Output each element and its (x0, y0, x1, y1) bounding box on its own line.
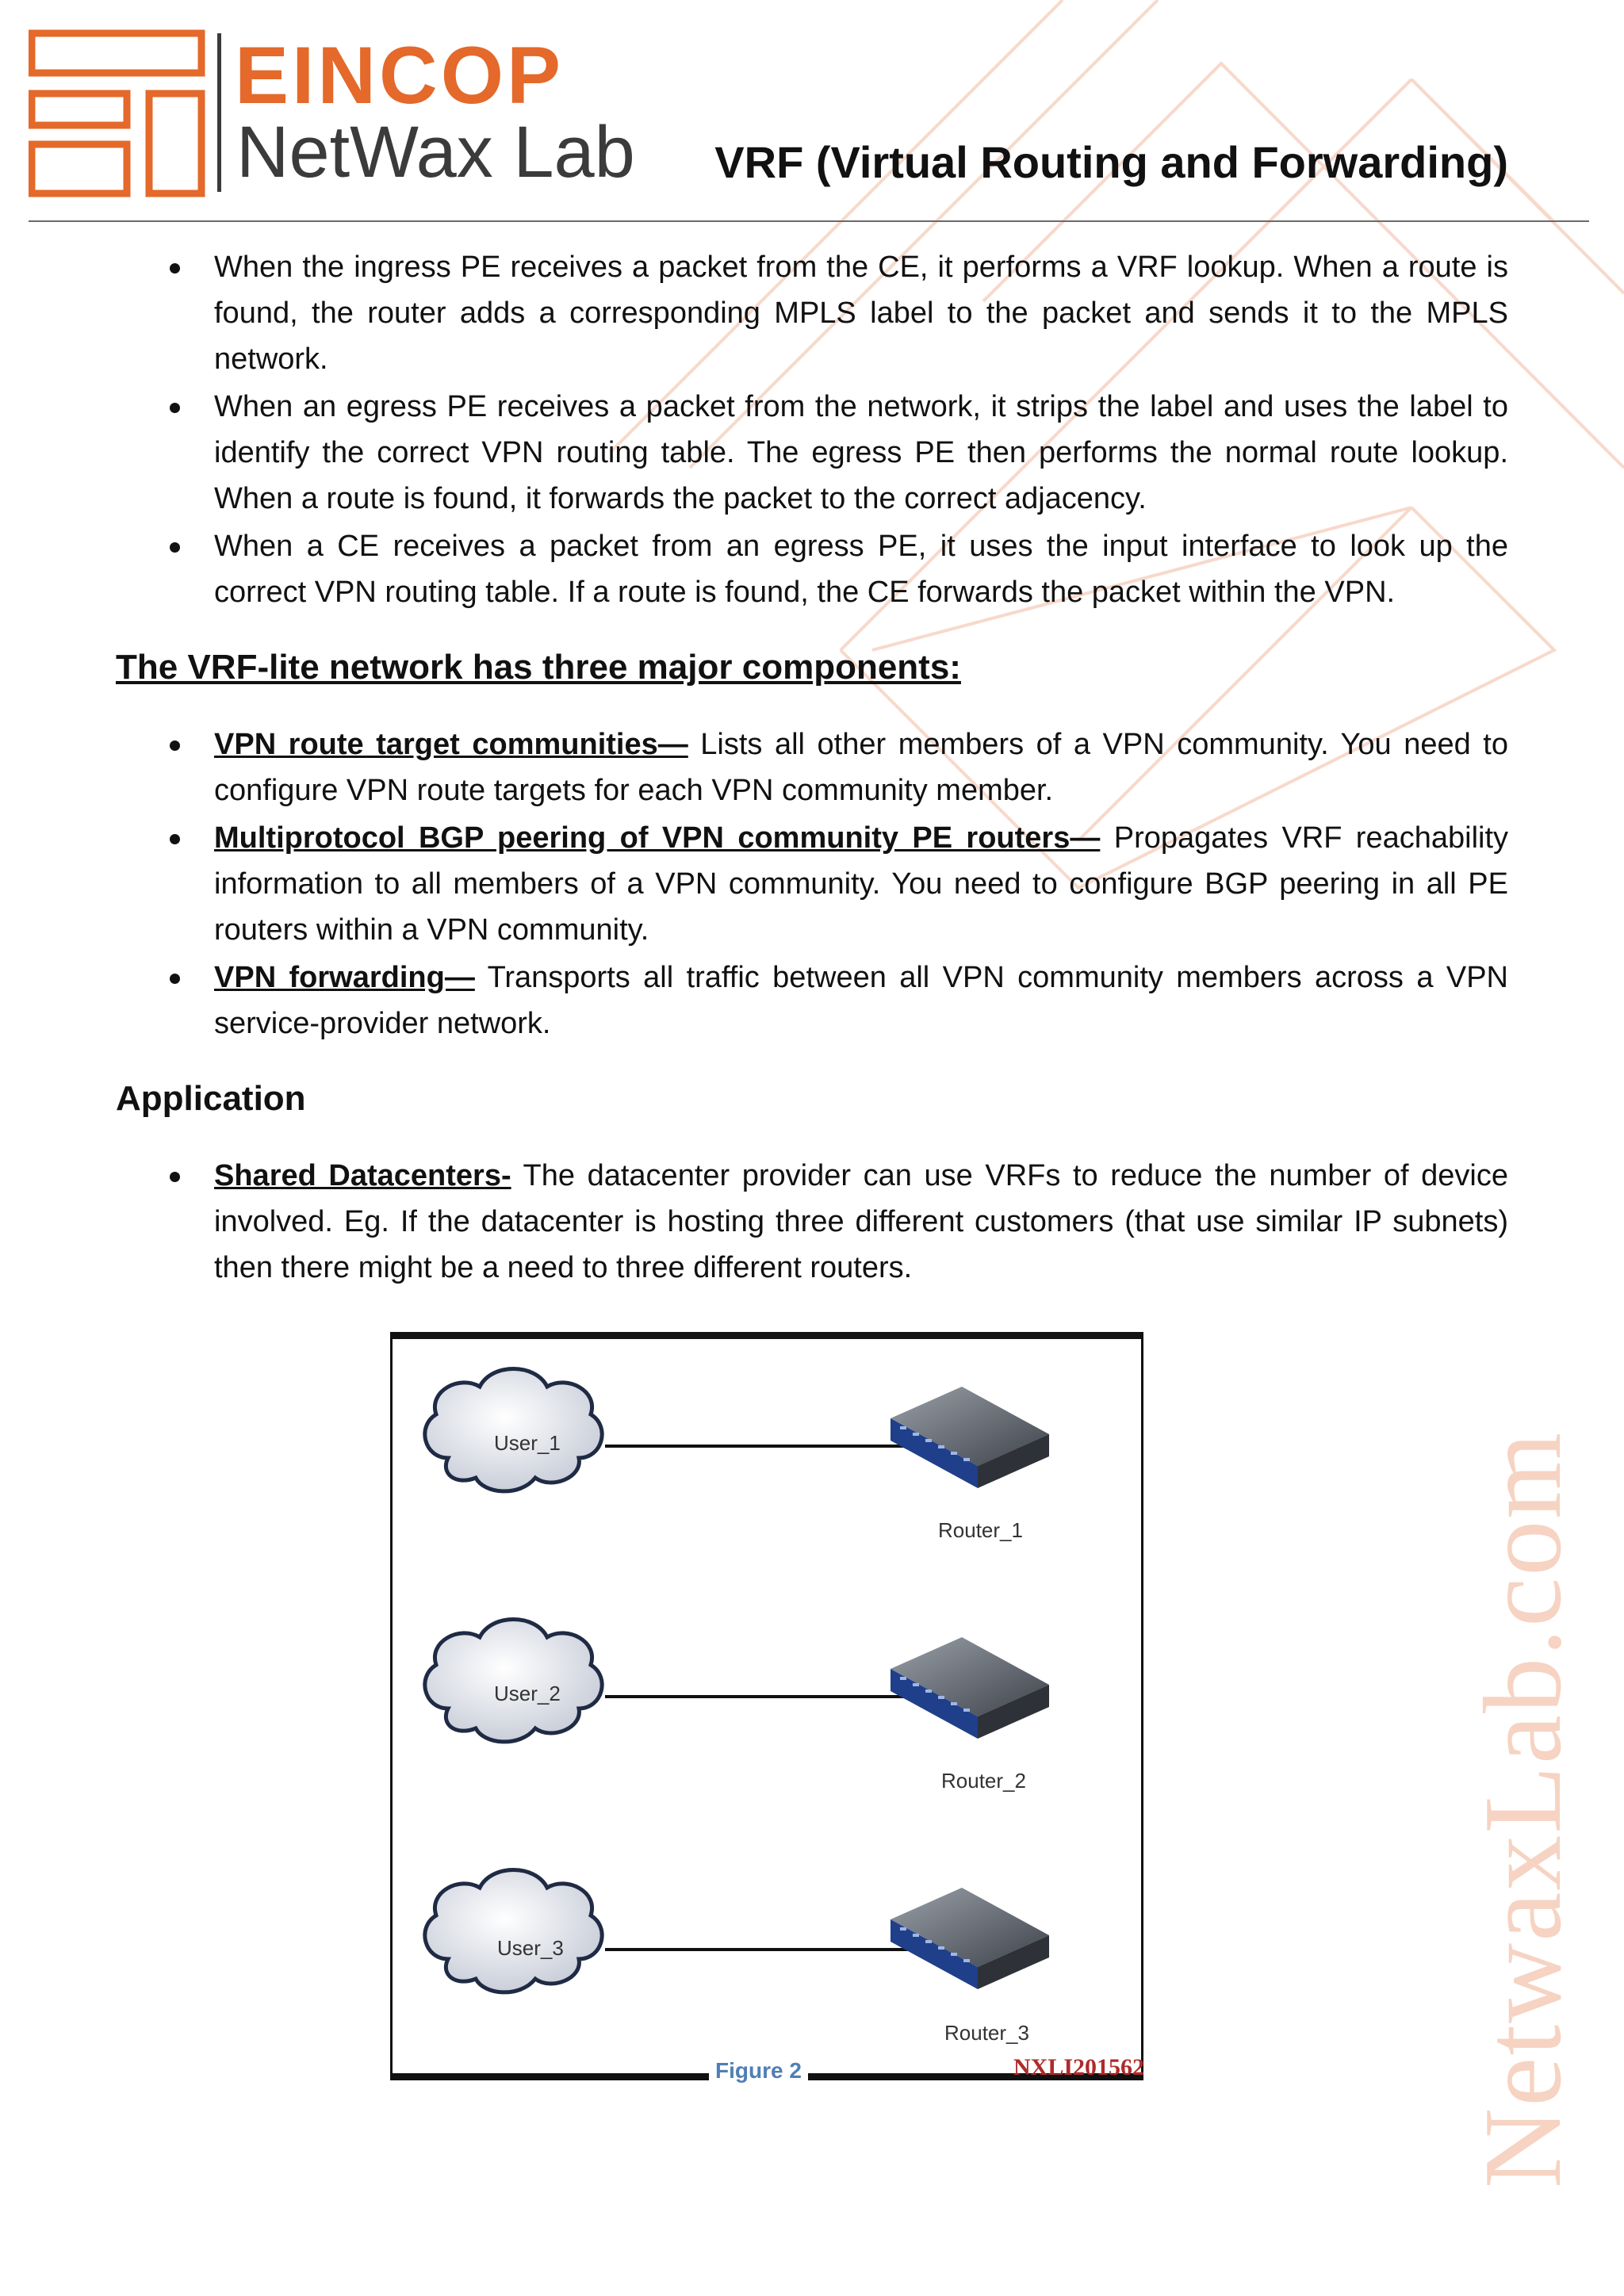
header-divider (29, 220, 1589, 222)
term: VPN forwarding— (214, 961, 475, 994)
router-label: Router_2 (941, 1769, 1026, 1793)
user-cloud-1-icon (425, 1369, 602, 1491)
figure-caption: Figure 2 (709, 2057, 808, 2085)
term-description: Propagates VRF reachability information to all members of a VPN community. You need to configure BGP peering in all PE routers within a VPN community. (214, 821, 1509, 947)
network-figure (390, 1332, 1143, 2080)
document-body (116, 244, 1508, 1292)
list-item (116, 523, 1508, 615)
brand-name: EINCOP (235, 30, 565, 121)
intro-bullet-list (116, 244, 1508, 615)
figure-code: NXLI201562 (1013, 2054, 1145, 2080)
list-item (116, 1153, 1508, 1291)
user-label: User_1 (494, 1431, 561, 1455)
brand-subname: NetWax Lab (236, 112, 635, 193)
router-1-icon (891, 1387, 1049, 1488)
user-cloud-3-icon (425, 1870, 602, 1992)
components-list (116, 721, 1508, 1047)
term-description: Transports all traffic between all VPN community members across a VPN service-provider network. (214, 961, 1508, 1040)
user-label: User_2 (494, 1682, 561, 1705)
user-label: User_3 (497, 1936, 564, 1960)
list-item (116, 815, 1508, 953)
application-list (116, 1153, 1508, 1291)
list-item (116, 384, 1508, 522)
term: Multiprotocol BGP peering of VPN community PE routers— (214, 821, 1101, 855)
term-description: Lists all other members of a VPN community. You need to configure VPN route targets for each VPN community member. (214, 728, 1508, 807)
application-heading: Application (116, 1079, 306, 1118)
list-item (116, 955, 1508, 1047)
router-label: Router_1 (938, 1518, 1023, 1542)
router-3-icon (891, 1888, 1049, 1989)
bullet-text: When an egress PE receives a packet from the network, it strips the label and uses the label to identify the correct VPN routing table. The egress PE then performs the normal route lookup. When a route is found, it forwards the packet to the correct adjacency. (214, 390, 1508, 515)
term: Shared Datacenters- (214, 1159, 511, 1192)
watermark-text: NetwaxLab.com (1461, 1430, 1584, 2188)
router-label: Router_3 (944, 2021, 1029, 2045)
bullet-text: When a CE receives a packet from an egress PE, it uses the input interface to look up the correct VPN routing table. If a route is found, the CE forwards the packet within the VPN. (214, 530, 1508, 609)
list-item (116, 244, 1508, 382)
user-cloud-2-icon (425, 1620, 602, 1742)
term-description: The datacenter provider can use VRFs to reduce the number of device involved. Eg. If the datacenter is hosting three different customers (that use similar IP subnets) then there might be a need to three different routers. (214, 1159, 1508, 1284)
list-item (116, 721, 1508, 813)
components-heading: The VRF-lite network has three major components: (116, 648, 961, 687)
router-2-icon (891, 1637, 1049, 1739)
network-diagram (393, 1339, 1141, 2073)
term: VPN route target communities— (214, 728, 688, 761)
page-title: VRF (Virtual Routing and Forwarding) (714, 137, 1508, 187)
bullet-text: When the ingress PE receives a packet from the CE, it performs a VRF lookup. When a route is found, the router adds a corresponding MPLS label to the packet and sends it to the MPLS network. (214, 251, 1508, 376)
